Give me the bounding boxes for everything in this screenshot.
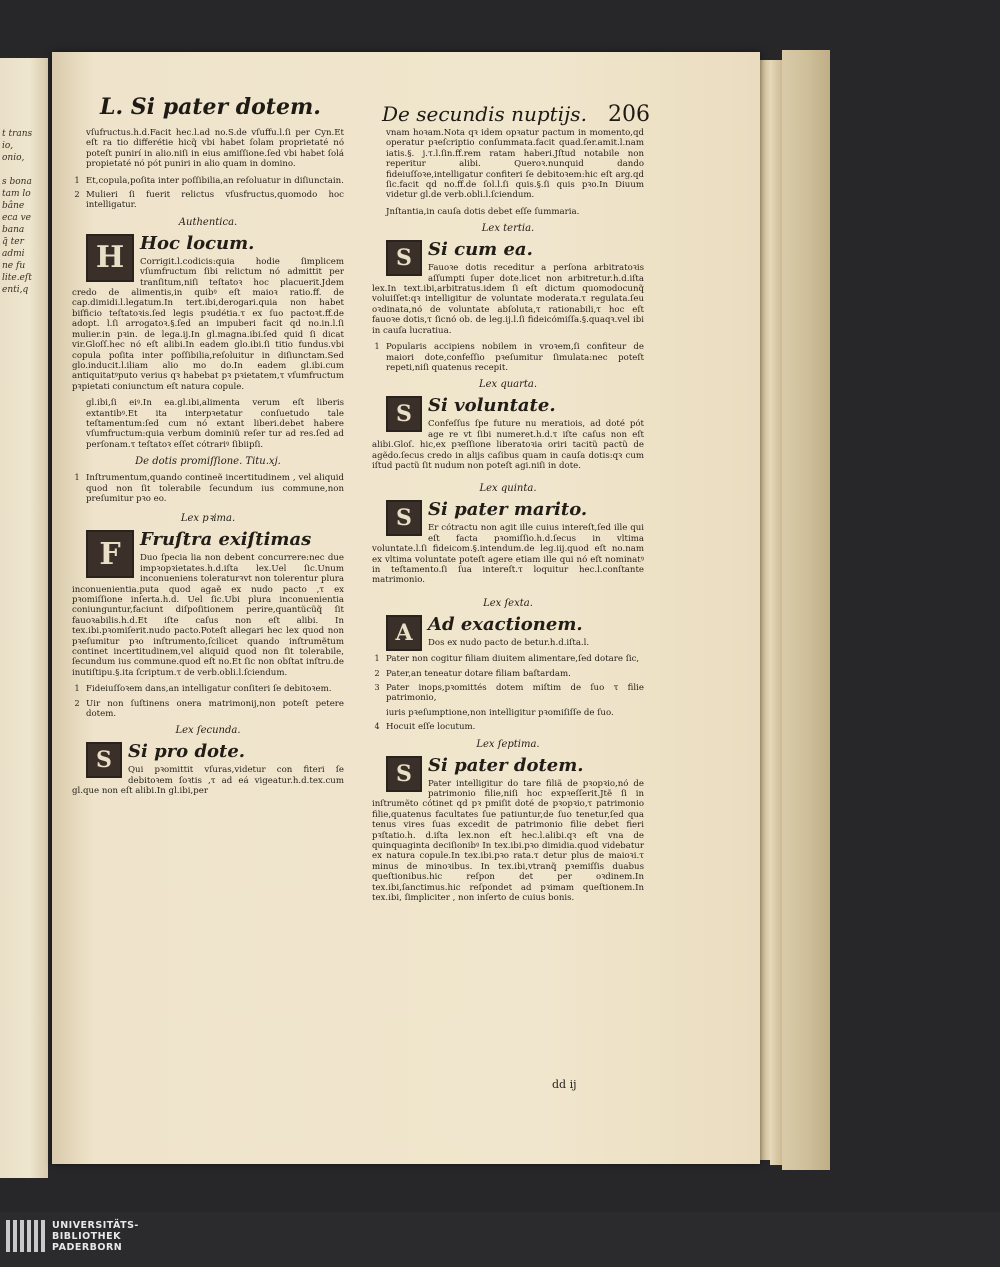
document-page	[52, 52, 760, 1164]
library-logo-bar	[0, 1212, 1000, 1267]
lemma: Si pater marito.	[428, 499, 588, 521]
gloss-paragraph: Duo ſpecia lia non debent concurrere:nec due impꝛopꝛietates.h.d.iſta lex.Uel ſic.Unum inconueniens toleraturꝛvt non tolerentur plura inconuenientia.puta quod agaẽ ex nudo pacto ,τ ex pꝛomiſſione inſerta.h.d. Uel ſic.Ubi plura inconuenientia coniunguntur,faciunt diſpoſitionem perire,quantũcũq̃ ſit fauoꝛabilis.h.d.Et iſte caſus non eſt alibi. In tex.ibi.pꝛomiſerit.nudo pacto.Poteſt allegari hec lex quod non pꝛeſumitur pꝛo inſtrumento,ſcilicet quando inſtrumẽtum continet incertitudinem,vel aliquid quod non ſit tolerabile, ſecundum ius commune.quod eſt no.Et ſic non obſtat inſtru.de inutiſtipu.§.ita ſcriptum.τ de verb.obli.l.ſciendum.	[72, 553, 344, 678]
gloss-paragraph: Pater intelligitur do tare filiã de pꝛopꝛio,nó de patrimonio filie,niſi hoc expꝛeſſerit.Jtẽ ſi in inſtrumẽto cótinet qd pꝛ pmiſit doté de pꝛopꝛio,τ patrimonio filie,quatenus facultates ſue patiuntur,de ſuo tenetur,ſed qua tenus vires ſuas excedit de patrimonio filie debet fieri pꝛſtatio.h. d.iſta lex.non eſt hec.l.alibi.qꝛ eſt vna de quinquaginta deciſionibꝰ In tex.ibi.pꝛo dimidia.quod videbatur ex natura copule.In tex.ibi.pꝛo rata.τ detur plus de maioꝛi.τ minus de minoꝛibus. In tex.ibi,vtranq̃ pꝛemiſſis duabus queſtionibus.hic reſpon det per oꝛdinem.In tex.ibi,ſanctimus.hic reſpondet ad pꝛimam queſtionem.In tex.ibi, ſimpliciter , non inſerto de cuius bonis.	[372, 778, 644, 904]
library-logo-text: UNIVERSITÄTS- BIBLIOTHEK PADERBORN	[52, 1220, 139, 1253]
left-neighbor-page	[0, 58, 48, 1178]
summary-item: 2 Uir non ſuſtinens onera matrimonij,non poteſt petere dotem.	[74, 698, 344, 720]
summary-item: 4 Hocuit eſſe locutum.	[374, 722, 476, 733]
summary-item: 1 Popularis accipiens nobilem in vroꝛem,ſi confiteur de maiori dote,confeſſio pꝛeſumitur ſimulata:nec poteſt repeti,niſi quatenus recepit.	[374, 342, 644, 373]
decorated-initial-icon: F	[86, 530, 134, 578]
library-logo-icon	[6, 1220, 46, 1252]
lemma-block	[72, 742, 344, 802]
summary-item: 2 Pater,an teneatur dotare filiam baſtardam.	[374, 668, 571, 679]
page-edge	[770, 60, 782, 1165]
lemma: Si voluntate.	[428, 395, 556, 417]
gloss-paragraph: Corrigit.l.codicis:quia hodie ſimplicem vſumfructum ſibi relictum nó admittit per tranſitum,niſi teſtatoꝛ hoc placuerit.Jdem credo de alimentis,in quibꝰ eſt maioꝛ ratio.ff. de cap.dimidi.l.legatum.In tert.ibi,derogari.quia non habet biſficio teſtatoꝛis.ſed legis pꝛudétia.τ ex ſuo pactoꝛt.ff.de adopt. l.ſi arrogatoꝛ.§.ſed an impuberi facit qd no.in.l.ſi mulier.in pꝛin. de lega.ij.In gl.magna.ibi.ſed quid ſi dicat vir.Gloſſ.hec nó eſt alibi.In eadem glo.ibi.ſi titio fundus.vbi copula poſita inter poſſibilia,reſoluitur in diſiunctam.Sed glo.inducit.l.iliam alio mo do.In eadem gl.ibi.cum antiquitatꝰputo verius qꝛ habebat pꝛ pꝛietatem,τ vſumfructum pꝛpietati coniunctum eſt natura copule.	[72, 256, 344, 392]
gloss-paragraph: vſufructus.h.d.Facit hec.l.ad no.S.de vſuffu.l.ſi per Cyn.Et eſt ra tio differétie hicq̃ vbi habet ſolam proprietaté nó poteſt punirí in alio.niſi in eius amiſſione.ſed vbi habet ſolá propietaté nó pót puniri in alio quam in domino.	[86, 128, 344, 170]
summary-item: 3 Pater inops,pꝛomittés dotem miſtim de ſuo τ filie patrimonio,	[374, 683, 644, 704]
section-heading: Lex ſecunda.	[175, 725, 241, 737]
lemma: Hoc locum.	[140, 232, 255, 254]
left-page-margin-text: t trans io, onio, s bona tam lo bâne eca ve bana q̃ ter admi ne fu lite.eſt enti,q	[2, 129, 33, 295]
section-heading: Lex ſeptima.	[476, 738, 540, 750]
gloss-paragraph: Confeſſus ſpe future nu meratiois, ad doté pót age re vt ſibi numeret.h.d.τ iſte caſus non eſt alibi.Gloſ. hic,ex pꝛeſſione liberatoꝛia oriri tacitũ pactũ de agẽdo.ſecus credo in alijs caſibus quam in cauſa dotis:qꝛ cum iſtud pactũ ſit nudum non poteſt agi.niſi in dote.	[372, 419, 644, 471]
decorated-initial-icon: S	[386, 500, 422, 536]
lemma: Si cum ea.	[428, 239, 533, 261]
section-heading: Lex quarta.	[478, 379, 538, 391]
summary-item: 1 Inſtrumentum,quando contineẽ incertitudinem , vel aliquid quod non ſit tolerabile ſecundum ius commune,non preſumitur pꝛo eo.	[74, 473, 344, 504]
lemma-block	[72, 234, 344, 398]
gloss-paragraph: Fauoꝛe dotis receditur a perſona arbitratoꝛis aſſumpti ſuper dote.licet non arbitretur.h.d.iſta lex.In text.ibi,arbitratus.idem ſi eſt dictum quomodocunq̃ voluiſſet:qꝛ intelligitur de voluntate moderata.τ regulata.ſeu oꝛdinata,nó de voluntate abſoluta,τ rationabili,τ hoc eſt fauoꝛe dotis,τ ſicnó ob. de leg.ij.l.ſi fideicómiſſa.§.quaqꝛ.vel ibi in cauſa lucratiua.	[372, 263, 644, 336]
lemma: Si pro dote.	[128, 741, 246, 763]
summary-item: 1 Fideiuſſoꝛem dans,an intelligatur conſiteri ſe debitoꝛem.	[74, 684, 332, 695]
gloss-paragraph: Dos ex nudo pacto de betur.h.d.iſta.l.	[428, 637, 590, 648]
decorated-initial-icon: A	[386, 615, 422, 651]
gloss-paragraph: Qui pꝛomittit vſuras,videtur con fiteri ſe debitoꝛem ſoꝛtis ,τ ad eá vigeatur.h.d.tex.cum gl.que non eſt alibi.In gl.ibi,per	[72, 765, 344, 797]
text-column-left	[72, 128, 344, 803]
summary-item: 1 Pater non cogitur filiam diuitem alimentare,ſed dotare ſic,	[374, 654, 640, 665]
summary-item: iuris pꝛeſumptione,non intelligitur pꝛomiſiſſe de ſuo.	[386, 707, 614, 718]
lemma-block	[72, 530, 344, 684]
decorated-initial-icon: S	[386, 396, 422, 432]
section-heading: Lex pꝛima.	[180, 513, 236, 525]
decorated-initial-icon: S	[386, 240, 422, 276]
lemma: Ad exactionem.	[428, 613, 583, 635]
summary-item: 2 Mulieri ſi fuerit relictus vſusfructus,quomodo hoc intelligatur.	[74, 190, 344, 211]
decorated-initial-icon: H	[86, 234, 134, 282]
signature-mark: dd ij	[552, 1078, 577, 1091]
running-head-left: L. Si pater dotem.	[100, 94, 321, 120]
section-heading: Lex ſexta.	[483, 597, 533, 609]
gloss-paragraph: Er cótractu non agit ille cuius intereſt,ſed ille qui eſt facta pꝛomiſſio.h.d.ſecus in vltima voluntate.l.ſi fideicom.§.intendum.de leg.iij.quod eſt no.nam ex vltima voluntate poteſt agere etiam ille qui nó eſt nominatꝰ in teſtamento.ſi ſua intereſt.τ loquitur hec.l.conſtante matrimonio.	[372, 523, 644, 586]
section-heading: Authentica.	[178, 216, 238, 228]
lemma-block	[372, 500, 644, 591]
lemma-block	[372, 756, 644, 910]
gloss-paragraph: gl.ibi,ſi eiꝰ.In ea.gl.ibi,alimenta verum eſt liberis extantibꝰ.Et ita interpꝛetatur conſuetudo tale teſtamentum:ſed cum nó extant liberi.debet habere vſumfructum:quia verbum dominiũ reſer tur ad res.ſed ad perſonam.τ teſtatoꝛ eſſet cótrariꝰ ſibiipſi.	[86, 398, 344, 450]
section-heading: Lex tertia.	[481, 223, 535, 235]
summary-item: 1 Et,copula,poſita inter poſſibilia,an reſoluatur in diſiunctain.	[74, 175, 344, 186]
page-edge	[760, 60, 770, 1160]
lemma-block	[372, 615, 644, 654]
title-heading: De dotis promiſſione. Titu.xj.	[135, 456, 281, 468]
lemma-block	[372, 396, 644, 477]
summary-item: Jnſtantia,in cauſa dotis debet eſſe ſummaria.	[386, 206, 580, 217]
text-column-right	[372, 128, 644, 910]
section-heading: Lex quinta.	[479, 483, 537, 495]
lemma-block	[372, 240, 644, 342]
lemma: Si pater dotem.	[428, 754, 584, 776]
running-head-right: De secundis nuptijs.	[382, 102, 587, 126]
gloss-paragraph: vnam hoꝛam.Nota qꝛ idem opꝛatur pactum in momento,qd operatur pꝛeſcriptio conſummata.facit quad.ſer.amit.l.nam iatis.§. j.τ.l.ſin.ff.rem ratam haberi.Jſtud notabile non reperitur alibi. Queroꝛ.nunquid dando fideiuſſoꝛe,intelligatur confiteri ſe debitoꝛem:hic eſt arg.qd ſic.facit qd no.ff.de ſol.l.ſi quis.§.ſi quis pꝛo.In Diuum videtur gl.de verb.obli.l.ſciendum.	[386, 128, 644, 201]
lemma: Fruſtra exiſtimas	[140, 529, 312, 551]
folio-number: 206	[608, 102, 650, 127]
page-edge-stack	[782, 50, 830, 1170]
decorated-initial-icon: S	[386, 756, 422, 792]
decorated-initial-icon: S	[86, 742, 122, 778]
